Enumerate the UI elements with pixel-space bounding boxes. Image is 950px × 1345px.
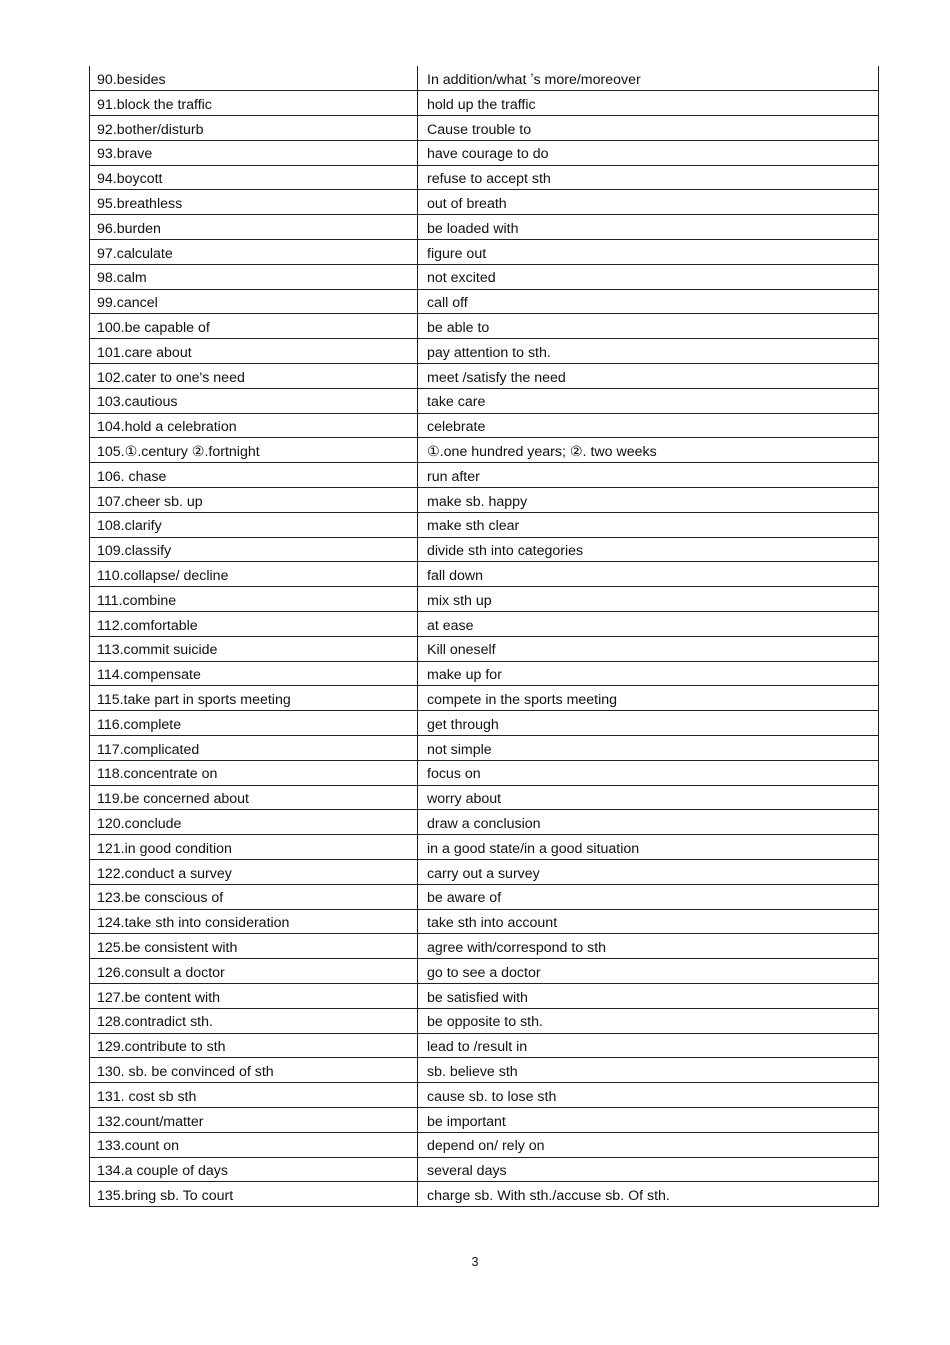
term-cell: 133.count on: [90, 1132, 418, 1157]
term-cell: 97.calculate: [90, 240, 418, 265]
table-row: [90, 289, 879, 314]
table-row: [90, 190, 879, 215]
term-cell: 135.bring sb. To court: [90, 1182, 418, 1207]
table-row: [90, 983, 879, 1008]
term-cell: 118.concentrate on: [90, 760, 418, 785]
definition-cell: take care: [418, 388, 879, 413]
table-row: [90, 165, 879, 190]
term-cell: 131. cost sb sth: [90, 1083, 418, 1108]
table-row: [90, 116, 879, 141]
definition-cell: have courage to do: [418, 140, 879, 165]
definition-cell: fall down: [418, 562, 879, 587]
term-cell: 91.block the traffic: [90, 91, 418, 116]
table-row: [90, 860, 879, 885]
definition-cell: call off: [418, 289, 879, 314]
page-number: 3: [471, 1255, 479, 1269]
definition-cell: charge sb. With sth./accuse sb. Of sth.: [418, 1182, 879, 1207]
term-cell: 121.in good condition: [90, 835, 418, 860]
table-row: [90, 1083, 879, 1108]
definition-cell: sb. believe sth: [418, 1058, 879, 1083]
table-row: [90, 1107, 879, 1132]
table-row: [90, 1157, 879, 1182]
definition-cell: be able to: [418, 314, 879, 339]
term-cell: 99.cancel: [90, 289, 418, 314]
definition-cell: focus on: [418, 760, 879, 785]
term-cell: 127.be content with: [90, 983, 418, 1008]
table-row: [90, 91, 879, 116]
term-cell: 117.complicated: [90, 736, 418, 761]
table-row: [90, 1182, 879, 1207]
definition-cell: hold up the traffic: [418, 91, 879, 116]
table-row: [90, 463, 879, 488]
definition-cell: run after: [418, 463, 879, 488]
table-row: [90, 587, 879, 612]
definition-cell: be aware of: [418, 884, 879, 909]
table-row: [90, 686, 879, 711]
table-row: [90, 388, 879, 413]
definition-cell: meet /satisfy the need: [418, 364, 879, 389]
definition-cell: in a good state/in a good situation: [418, 835, 879, 860]
term-cell: 128.contradict sth.: [90, 1008, 418, 1033]
table-row: [90, 636, 879, 661]
term-cell: 130. sb. be convinced of sth: [90, 1058, 418, 1083]
table-row: [90, 884, 879, 909]
definition-cell: draw a conclusion: [418, 810, 879, 835]
term-cell: 134.a couple of days: [90, 1157, 418, 1182]
term-cell: 107.cheer sb. up: [90, 488, 418, 513]
definition-cell: lead to /result in: [418, 1033, 879, 1058]
definition-cell: celebrate: [418, 413, 879, 438]
term-cell: 101.care about: [90, 339, 418, 364]
table-row: [90, 909, 879, 934]
table-row: [90, 66, 879, 91]
term-cell: 110.collapse/ decline: [90, 562, 418, 587]
definition-cell: Cause trouble to: [418, 116, 879, 141]
term-cell: 102.cater to one's need: [90, 364, 418, 389]
term-cell: 112.comfortable: [90, 612, 418, 637]
table-row: [90, 215, 879, 240]
definition-cell: be satisfied with: [418, 983, 879, 1008]
term-cell: 119.be concerned about: [90, 785, 418, 810]
table-row: [90, 661, 879, 686]
definition-cell: not simple: [418, 736, 879, 761]
table-row: [90, 240, 879, 265]
table-row: [90, 760, 879, 785]
definition-cell: at ease: [418, 612, 879, 637]
term-cell: 108.clarify: [90, 512, 418, 537]
vocabulary-table-body: [90, 66, 879, 1207]
term-cell: 93.brave: [90, 140, 418, 165]
term-cell: 105.①.century ②.fortnight: [90, 438, 418, 463]
table-row: [90, 339, 879, 364]
definition-cell: be opposite to sth.: [418, 1008, 879, 1033]
definition-cell: go to see a doctor: [418, 959, 879, 984]
vocabulary-table: [89, 66, 879, 1207]
table-row: [90, 612, 879, 637]
definition-cell: worry about: [418, 785, 879, 810]
term-cell: 95.breathless: [90, 190, 418, 215]
table-row: [90, 562, 879, 587]
definition-cell: carry out a survey: [418, 860, 879, 885]
table-row: [90, 835, 879, 860]
term-cell: 123.be conscious of: [90, 884, 418, 909]
definition-cell: depend on/ rely on: [418, 1132, 879, 1157]
term-cell: 100.be capable of: [90, 314, 418, 339]
table-row: [90, 264, 879, 289]
term-cell: 111.combine: [90, 587, 418, 612]
term-cell: 103.cautious: [90, 388, 418, 413]
term-cell: 124.take sth into consideration: [90, 909, 418, 934]
term-cell: 106. chase: [90, 463, 418, 488]
table-row: [90, 736, 879, 761]
term-cell: 98.calm: [90, 264, 418, 289]
term-cell: 109.classify: [90, 537, 418, 562]
definition-cell: cause sb. to lose sth: [418, 1083, 879, 1108]
definition-cell: figure out: [418, 240, 879, 265]
table-row: [90, 810, 879, 835]
term-cell: 113.commit suicide: [90, 636, 418, 661]
term-cell: 104.hold a celebration: [90, 413, 418, 438]
term-cell: 129.contribute to sth: [90, 1033, 418, 1058]
definition-cell: refuse to accept sth: [418, 165, 879, 190]
table-row: [90, 1008, 879, 1033]
definition-cell: make sb. happy: [418, 488, 879, 513]
definition-cell: divide sth into categories: [418, 537, 879, 562]
definition-cell: mix sth up: [418, 587, 879, 612]
term-cell: 90.besides: [90, 66, 418, 91]
definition-cell: be important: [418, 1107, 879, 1132]
term-cell: 92.bother/disturb: [90, 116, 418, 141]
table-row: [90, 488, 879, 513]
table-row: [90, 413, 879, 438]
table-row: [90, 438, 879, 463]
definition-cell: out of breath: [418, 190, 879, 215]
table-row: [90, 364, 879, 389]
table-row: [90, 314, 879, 339]
table-row: [90, 1132, 879, 1157]
definition-cell: pay attention to sth.: [418, 339, 879, 364]
table-row: [90, 140, 879, 165]
table-row: [90, 785, 879, 810]
definition-cell: get through: [418, 711, 879, 736]
table-row: [90, 959, 879, 984]
table-row: [90, 537, 879, 562]
term-cell: 122.conduct a survey: [90, 860, 418, 885]
table-row: [90, 512, 879, 537]
definition-cell: take sth into account: [418, 909, 879, 934]
term-cell: 94.boycott: [90, 165, 418, 190]
definition-cell: be loaded with: [418, 215, 879, 240]
term-cell: 114.compensate: [90, 661, 418, 686]
table-row: [90, 1033, 879, 1058]
term-cell: 115.take part in sports meeting: [90, 686, 418, 711]
definition-cell: not excited: [418, 264, 879, 289]
definition-cell: ①.one hundred years; ②. two weeks: [418, 438, 879, 463]
term-cell: 125.be consistent with: [90, 934, 418, 959]
definition-cell: agree with/correspond to sth: [418, 934, 879, 959]
term-cell: 120.conclude: [90, 810, 418, 835]
table-row: [90, 934, 879, 959]
definition-cell: Kill oneself: [418, 636, 879, 661]
table-row: [90, 1058, 879, 1083]
term-cell: 116.complete: [90, 711, 418, 736]
definition-cell: several days: [418, 1157, 879, 1182]
definition-cell: compete in the sports meeting: [418, 686, 879, 711]
term-cell: 126.consult a doctor: [90, 959, 418, 984]
definition-cell: make sth clear: [418, 512, 879, 537]
definition-cell: make up for: [418, 661, 879, 686]
term-cell: 132.count/matter: [90, 1107, 418, 1132]
definition-cell: In addition/what ʼs more/moreover: [418, 66, 879, 91]
term-cell: 96.burden: [90, 215, 418, 240]
table-row: [90, 711, 879, 736]
